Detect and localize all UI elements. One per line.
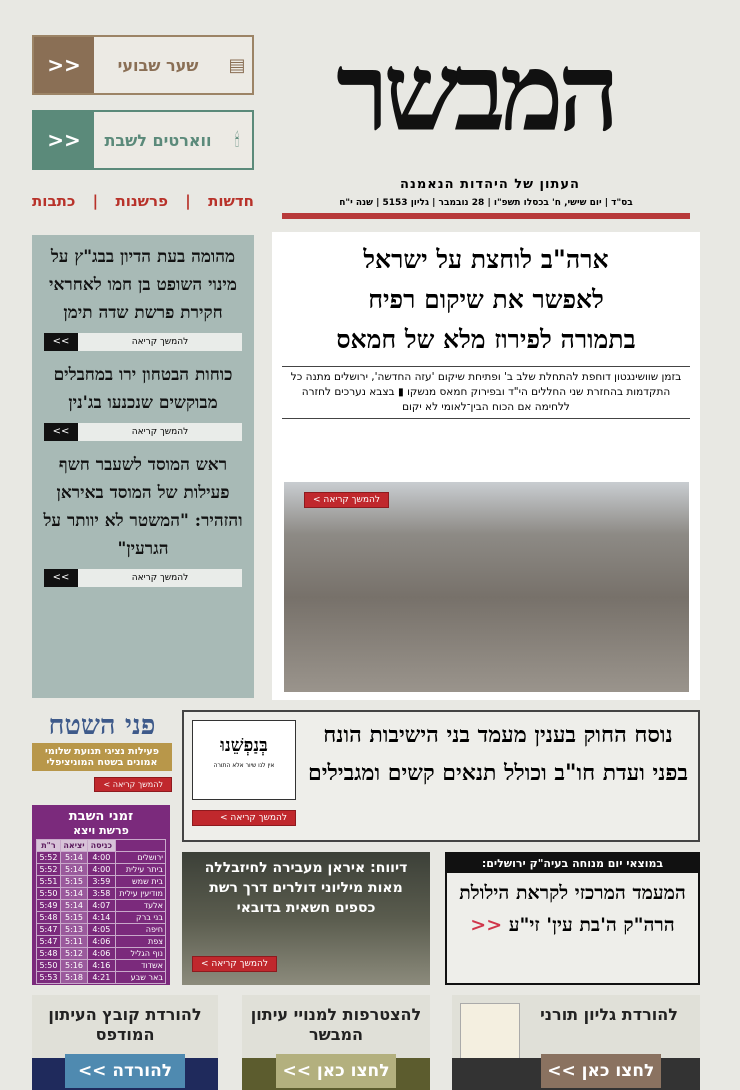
- city-cell: אלעד: [115, 900, 165, 912]
- download-button[interactable]: להורדה >>: [65, 1054, 185, 1088]
- city-cell: בית שמש: [115, 876, 165, 888]
- time-cell: 5:51: [37, 876, 61, 888]
- time-cell: 5:50: [37, 888, 61, 900]
- section-nav: חדשות | פרשנות | כתבות: [32, 192, 254, 210]
- shabbat-times: זמני השבת פרשת ויצא כניסה יציאה ר"ת ירושלים 4:00 5:14 5:52 ביתר עילית 4:00 5:14 5:52 בית שמש 3:59 5:15 5:51 מודיעין עילית 3:58 5:14 5:50 אלעד 4:07 5:14 5:49 בני ברק 4:14 5:15 5:48 חיפה 4:05 5:13 5:47 צפת 4:06 5:11 5:47 נוף הגליל 4:06 5:12 5:48 אשדוד 4:16 5:16 5:50 באר שבע 4:21 5:18 5:53: [32, 805, 170, 985]
- read-more-button[interactable]: להמשך קריאה >: [304, 492, 389, 508]
- times-table: [36, 839, 166, 984]
- city-cell: באר שבע: [115, 972, 165, 984]
- read-more-button[interactable]: להמשך קריאה >: [94, 777, 172, 792]
- candles-icon: 🕯: [234, 129, 240, 151]
- newspaper-icon: ▤: [228, 54, 246, 76]
- torah-sheet-card[interactable]: [452, 995, 700, 1090]
- main-subhead: בזמן שוושינגטון דוחפת להתחלת שלב ב' ופתיחת שיקום 'עזה החדשה', ירושלים מתנה כל התקדמות בהחזרת שני החללים הי"ד ובפירוק חמאס מנשקו ▮ בצבא נערכים לחזרה ללחימה אם הכוח הבין־לאומי לא יקום: [282, 366, 690, 419]
- table-row: [37, 948, 166, 960]
- list-item[interactable]: ראש המוסד לשעבר חשף פעילות של המוסד באיראן והזהיר: "המשטר לא יוותר על הגרעין" להמשך קריאה >>: [40, 451, 246, 587]
- table-row: [37, 924, 166, 936]
- time-cell: 4:06: [88, 948, 115, 960]
- subscribe-card[interactable]: להצטרפות למנויי עיתון המבשר לחצו כאן >>: [242, 995, 430, 1090]
- table-row: [37, 936, 166, 948]
- iran-story[interactable]: דיווח: איראן מעבירה לחיזבללה מאות מיליוני דולרים דרך רשת כספים חשאית בדובאי להמשך קריאה >: [182, 852, 430, 985]
- table-row: [37, 864, 166, 876]
- nav-articles[interactable]: כתבות: [32, 192, 76, 210]
- time-cell: 5:53: [37, 972, 61, 984]
- time-cell: 5:52: [37, 864, 61, 876]
- time-cell: 4:00: [88, 864, 115, 876]
- time-cell: 5:15: [60, 876, 87, 888]
- table-row: [37, 960, 166, 972]
- weekly-cover-button[interactable]: ▤ שער שבועי <<: [32, 35, 254, 95]
- city-cell: אשדוד: [115, 960, 165, 972]
- time-cell: 3:58: [88, 888, 115, 900]
- time-cell: 5:11: [60, 936, 87, 948]
- logo: המבשר: [336, 30, 614, 156]
- read-more-button[interactable]: להמשך קריאה >: [192, 956, 277, 972]
- read-more-button[interactable]: להמשך קריאה >>: [44, 423, 242, 441]
- time-cell: 5:14: [60, 864, 87, 876]
- time-cell: 5:48: [37, 948, 61, 960]
- table-header: [115, 840, 165, 852]
- arrow-icon: <<: [34, 37, 94, 93]
- divider: [282, 213, 690, 219]
- time-cell: 5:13: [60, 924, 87, 936]
- table-row: [37, 888, 166, 900]
- nav-analysis[interactable]: פרשנות: [115, 192, 168, 210]
- click-here-button[interactable]: לחצו כאן >>: [276, 1054, 396, 1088]
- city-cell: ביתר עילית: [115, 864, 165, 876]
- city-cell: נוף הגליל: [115, 948, 165, 960]
- main-headline[interactable]: ארה"ב לוחצת על ישראל לאפשר את שיקום רפיח בתמורה לפירוז מלא של חמאס: [336, 245, 636, 354]
- torah-sheet-title: להורדת גליון תורני: [540, 1005, 678, 1024]
- time-cell: 5:15: [60, 912, 87, 924]
- table-header: ר"ת: [37, 840, 61, 852]
- city-cell: חיפה: [115, 924, 165, 936]
- field-section[interactable]: פני השטח פעילות נציגי תנועת שלומי אמונים בשטח המוניציפלי להמשך קריאה >: [32, 710, 172, 792]
- main-story[interactable]: [272, 232, 700, 700]
- time-cell: 4:07: [88, 900, 115, 912]
- vortlach-button[interactable]: 🕯 ווארטים לשבת <<: [32, 110, 254, 170]
- time-cell: 3:59: [88, 876, 115, 888]
- city-cell: ירושלים: [115, 852, 165, 864]
- read-more-button[interactable]: להמשך קריאה >>: [44, 569, 242, 587]
- table-row: [37, 876, 166, 888]
- city-cell: מודיעין עילית: [115, 888, 165, 900]
- time-cell: 5:18: [60, 972, 87, 984]
- read-more-button[interactable]: להמשך קריאה >>: [44, 333, 242, 351]
- arrow-icon: <<: [470, 914, 503, 936]
- arrow-icon: <<: [34, 112, 94, 168]
- time-cell: 4:21: [88, 972, 115, 984]
- read-more-button[interactable]: להמשך קריאה >: [192, 810, 296, 826]
- time-cell: 5:14: [60, 888, 87, 900]
- time-cell: 5:47: [37, 924, 61, 936]
- time-cell: 5:16: [60, 960, 87, 972]
- download-card[interactable]: להורדת קובץ העיתון המודפס להורדה >>: [32, 995, 218, 1090]
- time-cell: 5:14: [60, 900, 87, 912]
- time-cell: 5:12: [60, 948, 87, 960]
- time-cell: 5:50: [37, 960, 61, 972]
- rubble-photo[interactable]: [284, 482, 689, 692]
- time-cell: 5:52: [37, 852, 61, 864]
- list-item[interactable]: כוחות הבטחון ירו במחבלים מבוקשים שנכנעו בג'נין להמשך קריאה >>: [40, 361, 246, 441]
- city-cell: צפת: [115, 936, 165, 948]
- table-row: [37, 972, 166, 984]
- table-row: [37, 912, 166, 924]
- click-here-button[interactable]: לחצו כאן >>: [541, 1054, 661, 1088]
- time-cell: 4:00: [88, 852, 115, 864]
- dateline: בס"ד | יום שישי, ח' בכסלו תשפ"ו | 28 נובמבר | גליון 5153 | שנה י"ח: [339, 198, 633, 208]
- time-cell: 4:14: [88, 912, 115, 924]
- tagline: העתון של היהדות הנאמנה: [400, 177, 580, 192]
- time-cell: 4:05: [88, 924, 115, 936]
- time-cell: 4:06: [88, 936, 115, 948]
- time-cell: 5:14: [60, 852, 87, 864]
- table-row: [37, 852, 166, 864]
- time-cell: 4:16: [88, 960, 115, 972]
- table-header: כניסה: [88, 840, 115, 852]
- nav-news[interactable]: חדשות: [208, 192, 254, 210]
- time-cell: 5:48: [37, 912, 61, 924]
- law-story[interactable]: בְּנַפְשֵׁנוּ אין לנו שיור אלא התורה להמשך קריאה > נוסח החוק בענין מעמד בני הישיבות הונח בפני ועדת חו"ב וכולל תנאים קשים ומגבילים: [182, 710, 700, 842]
- time-cell: 5:49: [37, 900, 61, 912]
- table-header: יציאה: [60, 840, 87, 852]
- table-row: [37, 900, 166, 912]
- time-cell: 5:47: [37, 936, 61, 948]
- city-cell: בני ברק: [115, 912, 165, 924]
- left-stories: [32, 235, 254, 698]
- bnafshenu-logo: בְּנַפְשֵׁנוּ אין לנו שיור אלא התורה: [192, 720, 296, 800]
- list-item[interactable]: מהומה בעת הדיון בבג"ץ על מינוי השופט בן חמו לאחראי חקירת פרשת שדה תימן להמשך קריאה >>: [40, 243, 246, 351]
- hillula-story[interactable]: במוצאי יום מנוחה בעיה"ק ירושלים: המעמד המרכזי לקראת הילולת הרה"ק ה'בת עין' זי"ע <<: [445, 852, 700, 985]
